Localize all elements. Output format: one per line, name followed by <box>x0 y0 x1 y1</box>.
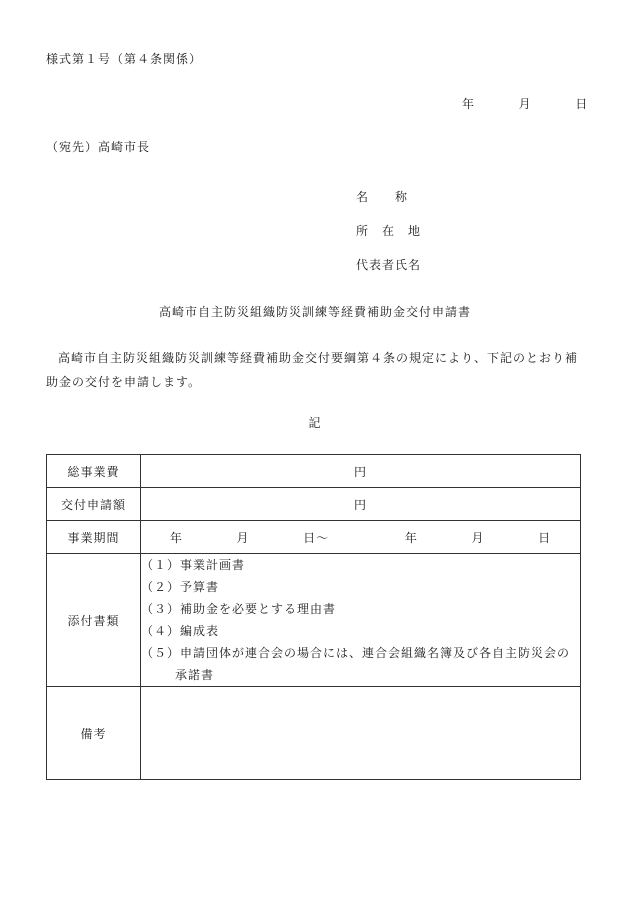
date-month-label: 月 <box>518 97 532 111</box>
date-year-label: 年 <box>462 97 476 111</box>
period-field[interactable] <box>141 521 581 554</box>
total-cost-unit: 円 <box>353 464 367 479</box>
period-day2: 日 <box>538 530 552 545</box>
applicant-name-label: 名 称 <box>356 190 409 204</box>
date-day-label: 日 <box>575 97 589 111</box>
attachment-item: （５）申請団体が連合会の場合には、連合会組織名簿及び各自主防災会の承諾書 <box>141 646 571 682</box>
request-amount-label: 交付申請額 <box>47 488 141 521</box>
document-title: 高崎市自主防災組織防災訓練等経費補助金交付申請書 <box>158 305 471 319</box>
period-label: 事業期間 <box>47 521 141 554</box>
period-month2: 月 <box>471 530 485 545</box>
table-row <box>47 488 581 521</box>
period-values <box>141 529 580 546</box>
period-year2: 年 <box>404 530 418 545</box>
attachments-label: 添付書類 <box>47 554 141 687</box>
attachment-item: （４）編成表 <box>141 624 220 638</box>
period-day1: 日～ <box>303 530 330 545</box>
request-amount-field[interactable] <box>141 488 581 521</box>
table-row <box>47 554 581 687</box>
request-amount-unit: 円 <box>353 497 367 512</box>
form-number: 様式第１号（第４条関係） <box>46 52 203 66</box>
attachment-item: （２）予算書 <box>141 580 220 594</box>
total-cost-field[interactable] <box>141 455 581 488</box>
period-month1: 月 <box>236 530 250 545</box>
total-cost-label: 総事業費 <box>47 455 141 488</box>
table-row <box>47 521 581 554</box>
applicant-address-label: 所 在 地 <box>356 224 422 238</box>
body-text: 高崎市自主防災組織防災訓練等経費補助金交付要綱第４条の規定により、下記のとおり補助金の交付を申請します。 <box>46 351 579 389</box>
date-line <box>462 95 588 112</box>
details-table <box>46 454 581 780</box>
remarks-label: 備考 <box>47 687 141 780</box>
table-row <box>47 455 581 488</box>
table-row <box>47 687 581 780</box>
remarks-field[interactable] <box>141 687 581 780</box>
ki-heading: 記 <box>308 416 322 430</box>
addressee: （宛先）高崎市長 <box>46 140 151 154</box>
attachments-list <box>141 554 581 687</box>
attachment-item: （３）補助金を必要とする理由書 <box>141 602 337 616</box>
period-year1: 年 <box>169 530 183 545</box>
attachment-item: （１）事業計画書 <box>141 558 246 572</box>
applicant-representative-label: 代表者氏名 <box>356 258 422 272</box>
